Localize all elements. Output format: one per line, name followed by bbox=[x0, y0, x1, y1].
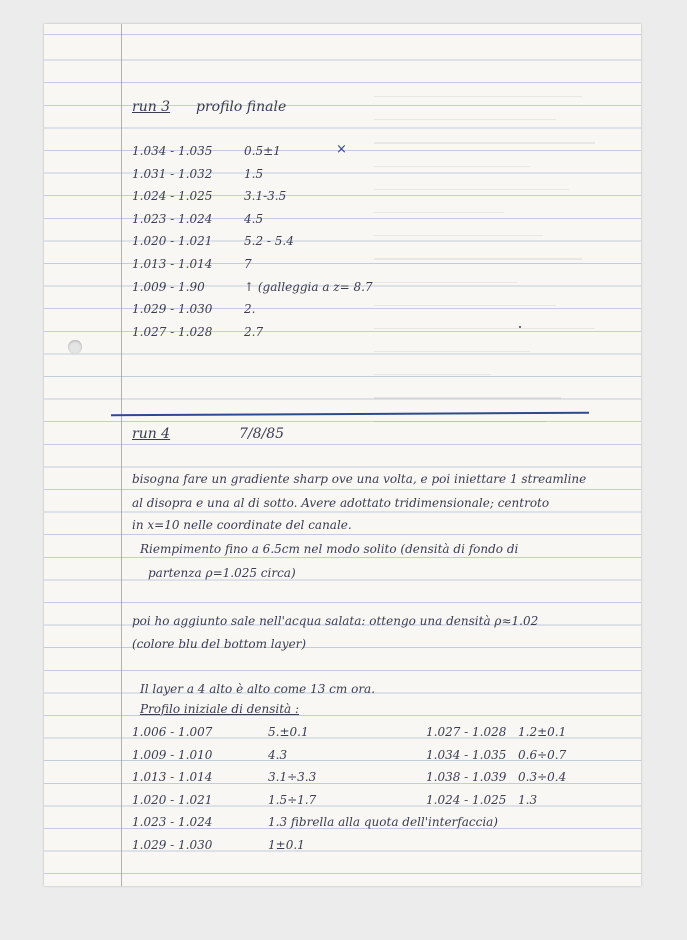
punch-hole bbox=[68, 340, 82, 354]
run3-title: profilo finale bbox=[196, 99, 287, 115]
depth-value: 0.6÷0.7 bbox=[518, 747, 567, 762]
run4-heading: run 4 bbox=[132, 426, 171, 442]
paragraph-line: partenza ρ=1.025 circa) bbox=[148, 566, 296, 580]
depth-value: 0.3÷0.4 bbox=[518, 770, 567, 785]
density-range: 1.020 - 1.021 bbox=[132, 792, 213, 807]
depth-value: 1.5÷1.7 bbox=[268, 792, 317, 807]
density-range: 1.029 - 1.030 bbox=[132, 302, 213, 317]
depth-value: 4.3 bbox=[268, 747, 288, 762]
density-range: 1.023 - 1.024 bbox=[132, 211, 213, 226]
density-range: 1.034 - 1.035 bbox=[132, 144, 213, 158]
density-range: 1.027 - 1.028 bbox=[426, 725, 507, 739]
run3-heading: run 3 bbox=[132, 99, 171, 115]
depth-value: ↑ (galleggia a z= 8.7 bbox=[244, 279, 373, 294]
depth-value: 1±0.1 bbox=[268, 838, 305, 852]
density-range: 1.013 - 1.014 bbox=[132, 257, 213, 271]
bleed-through-writing bbox=[374, 96, 634, 496]
depth-value: 1.5 bbox=[244, 166, 264, 181]
depth-value: 5.2 - 5.4 bbox=[244, 234, 294, 249]
ink-dot bbox=[519, 326, 521, 328]
paragraph-line: (colore blu del bottom layer) bbox=[132, 637, 307, 651]
cross-mark: × bbox=[336, 142, 347, 157]
depth-value: 3.1-3.5 bbox=[244, 189, 287, 204]
notebook-page bbox=[44, 24, 641, 886]
density-range: 1.029 - 1.030 bbox=[132, 838, 213, 852]
density-range: 1.038 - 1.039 bbox=[426, 770, 507, 785]
density-range: 1.031 - 1.032 bbox=[132, 166, 213, 181]
density-range: 1.023 - 1.024 bbox=[132, 815, 213, 830]
section-divider bbox=[111, 412, 589, 417]
depth-value: 4.5 bbox=[244, 211, 264, 226]
depth-value: 2.7 bbox=[244, 324, 264, 339]
run4-date: 7/8/85 bbox=[239, 426, 285, 442]
depth-value: 1.3 bbox=[518, 792, 538, 807]
paragraph-line: bisogna fare un gradiente sharp ove una volta, e poi iniettare 1 streamline bbox=[132, 472, 587, 486]
depth-value: 7 bbox=[244, 257, 252, 271]
paragraph-line: Riempimento fino a 6.5cm nel modo solito (densità di fondo di bbox=[140, 542, 519, 556]
density-range: 1.034 - 1.035 bbox=[426, 747, 507, 762]
depth-value: 1.2±0.1 bbox=[518, 725, 567, 739]
density-range: 1.024 - 1.025 bbox=[132, 189, 213, 204]
depth-value: 5.±0.1 bbox=[268, 725, 309, 739]
paragraph-line: in x=10 nelle coordinate del canale. bbox=[132, 518, 352, 532]
density-range: 1.009 - 1.90 bbox=[132, 279, 205, 294]
margin-line bbox=[121, 24, 122, 886]
layer-note: Il layer a 4 alto è alto come 13 cm ora. bbox=[140, 682, 376, 696]
density-range: 1.013 - 1.014 bbox=[132, 770, 213, 785]
depth-value: 3.1÷3.3 bbox=[268, 770, 317, 785]
density-range: 1.020 - 1.021 bbox=[132, 234, 213, 249]
depth-value: 1.3 fibrella alla quota dell'interfaccia) bbox=[268, 815, 498, 830]
density-range: 1.027 - 1.028 bbox=[132, 324, 213, 339]
depth-value: 0.5±1 bbox=[244, 144, 281, 158]
density-range: 1.009 - 1.010 bbox=[132, 747, 213, 762]
depth-value: 2. bbox=[244, 302, 256, 317]
paragraph-line: al disopra e una al di sotto. Avere adottato tridimensionale; centroto bbox=[132, 496, 550, 510]
density-range: 1.024 - 1.025 bbox=[426, 792, 507, 807]
profile-title: Profilo iniziale di densità : bbox=[140, 702, 300, 716]
paragraph-line: poi ho aggiunto sale nell'acqua salata: ottengo una densità ρ≈1.02 bbox=[132, 614, 539, 628]
density-range: 1.006 - 1.007 bbox=[132, 725, 213, 739]
